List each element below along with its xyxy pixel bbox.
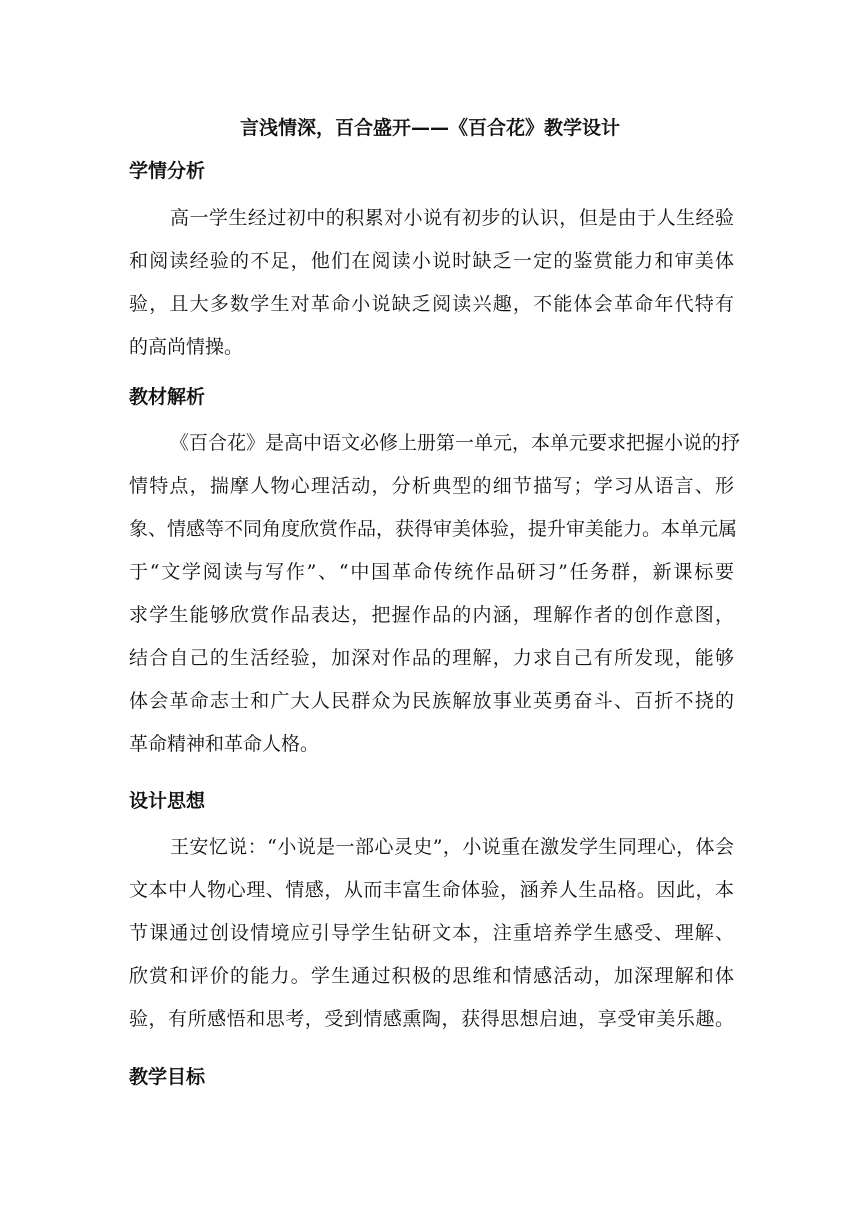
paragraph-line: 的高尚情操。	[129, 336, 244, 358]
section-heading-teaching-goals: 教学目标	[129, 1066, 206, 1088]
section-heading-learning-analysis: 学情分析	[129, 160, 206, 182]
section-heading-design-idea: 设计思想	[129, 790, 206, 812]
paragraph-line: 象、情感等不同角度欣赏作品，获得审美体验，提升审美能力。本单元属	[129, 518, 738, 540]
paragraph-line: 和阅读经验的不足，他们在阅读小说时缺乏一定的鉴赏能力和审美体	[129, 250, 734, 272]
paragraph-line: 求学生能够欣赏作品表达，把握作品的内涵，理解作者的创作意图，	[129, 604, 734, 626]
paragraph-line: 结合自己的生活经验，加深对作品的理解，力求自己有所发现，能够	[129, 647, 734, 669]
paragraph-line: 革命精神和革命人格。	[129, 733, 320, 755]
document-title: 言浅情深，百合盛开——《百合花》教学设计	[239, 117, 620, 139]
paragraph-line: 王安忆说：“小说是一部心灵史”，小说重在激发学生同理心，体会	[170, 836, 734, 858]
paragraph-line: 于“文学阅读与写作”、“中国革命传统作品研习”任务群，新课标要	[129, 561, 734, 583]
section-heading-textbook-analysis: 教材解析	[129, 386, 206, 408]
paragraph-line: 验，有所感悟和思考，受到情感熏陶，获得思想启迪，享受审美乐趣。	[129, 1008, 734, 1030]
paragraph-design-idea	[129, 826, 734, 1041]
paragraph-line: 情特点，揣摩人物心理活动，分析典型的细节描写；学习从语言、形	[129, 475, 734, 497]
paragraph-line: 体会革命志士和广大人民群众为民族解放事业英勇奋斗、百折不挠的	[129, 690, 734, 712]
paragraph-line: 文本中人物心理、情感，从而丰富生命体验，涵养人生品格。因此，本	[129, 879, 734, 901]
paragraph-line: 节课通过创设情境应引导学生钻研文本，注重培养学生感受、理解、	[129, 922, 734, 944]
paragraph-line: 《百合花》是高中语文必修上册第一单元，本单元要求把握小说的抒	[170, 432, 741, 454]
paragraph-line: 高一学生经过初中的积累对小说有初步的认识，但是由于人生经验	[170, 207, 734, 229]
paragraph-learning-analysis	[129, 197, 734, 369]
paragraph-textbook-analysis	[129, 422, 741, 766]
paragraph-line: 验，且大多数学生对革命小说缺乏阅读兴趣，不能体会革命年代特有	[129, 293, 734, 315]
paragraph-line: 欣赏和评价的能力。学生通过积极的思维和情感活动，加深理解和体	[129, 965, 734, 987]
